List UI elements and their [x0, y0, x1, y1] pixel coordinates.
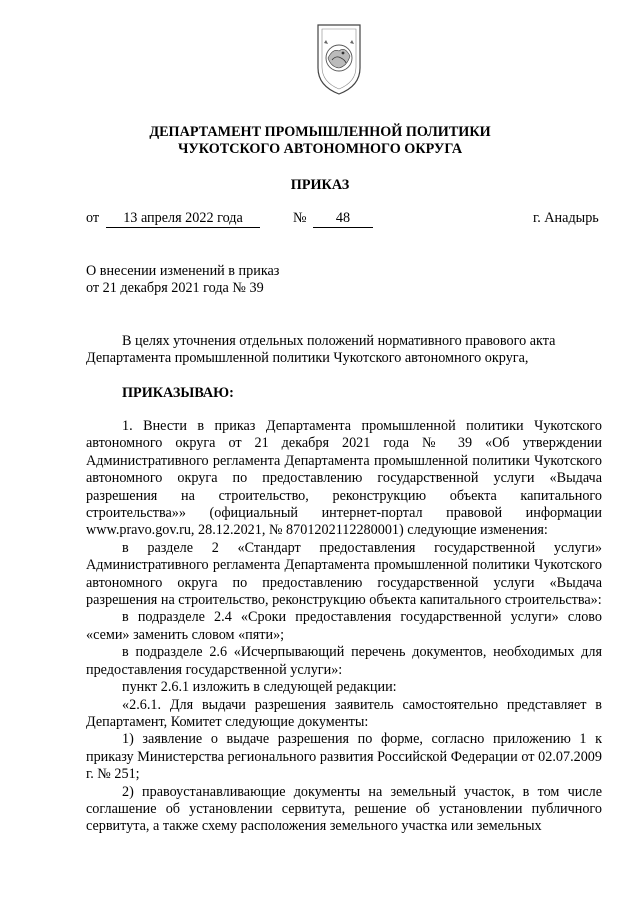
order-date: 13 апреля 2022 года	[106, 210, 260, 228]
paragraph-subsection-2-4: в подразделе 2.4 «Сроки предоставления государственной услуги» слово «семи» заменить словом «пяти»;	[86, 609, 602, 643]
paragraph-list-item-2: 2) правоустанавливающие документы на земельный участок, в том числе соглашение об установлении сервитута, решение об установлении публичного сервитута, а также схему расположения земельного участка или земельных	[86, 783, 602, 835]
paragraph-point-2-6-1: пункт 2.6.1 изложить в следующей редакции:	[122, 679, 397, 696]
number-label: №	[293, 210, 307, 226]
city-name: г. Анадырь	[533, 210, 599, 226]
date-prefix-label: от	[86, 210, 100, 226]
preamble-line-2: Департамента промышленной политики Чукотского автономного округа,	[86, 350, 529, 366]
paragraph-item-1: 1. Внести в приказ Департамента промышленной политики Чукотского автономного округа от 21 декабря 2021 года № 39 «Об утверждении Административного регламента Департамента промышленной политики Чукотского автономного округа по предоставлению государственной услуги «Выдача разрешения на строительство, реконструкцию объекта капитального строительства»» (официальный интернет-портал правовой информации www.pravo.gov.ru, 28.12.2021, № 8701202112280001) следующие изменения:	[86, 418, 602, 539]
order-body	[86, 418, 602, 836]
subject-line-2: от 21 декабря 2021 года № 39	[86, 280, 264, 296]
department-name-line2: ЧУКОТСКОГО АВТОНОМНОГО ОКРУГА	[177, 141, 463, 157]
coat-of-arms-emblem	[314, 22, 364, 97]
subject-line-1: О внесении изменений в приказ	[86, 263, 280, 279]
order-directive-word: ПРИКАЗЫВАЮ:	[122, 385, 234, 401]
preamble-line-1: В целях уточнения отдельных положений нормативного правового акта	[122, 333, 556, 349]
document-type-title: ПРИКАЗ	[290, 177, 350, 193]
paragraph-section-2: в разделе 2 «Стандарт предоставления государственной услуги» Административного регламента Департамента промышленной политики Чукотского автономного округа по предоставлению государственной услуги «Выдача разрешения на строительство, реконструкцию объекта капитального строительства»:	[86, 539, 602, 609]
paragraph-list-item-1: 1) заявление о выдаче разрешения по форме, согласно приложению 1 к приказу Министерства регионального развития Российской Федерации от 02.07.2009 г. № 251;	[86, 731, 602, 783]
paragraph-subsection-2-6: в подразделе 2.6 «Исчерпывающий перечень документов, необходимых для предоставления государственной услуги»:	[86, 644, 602, 678]
order-number: 48	[313, 210, 373, 228]
paragraph-2-6-1-text: «2.6.1. Для выдачи разрешения заявитель самостоятельно представляет в Департамент, Комитет следующие документы:	[86, 696, 602, 730]
department-name-line1: ДЕПАРТАМЕНТ ПРОМЫШЛЕННОЙ ПОЛИТИКИ	[149, 124, 491, 140]
